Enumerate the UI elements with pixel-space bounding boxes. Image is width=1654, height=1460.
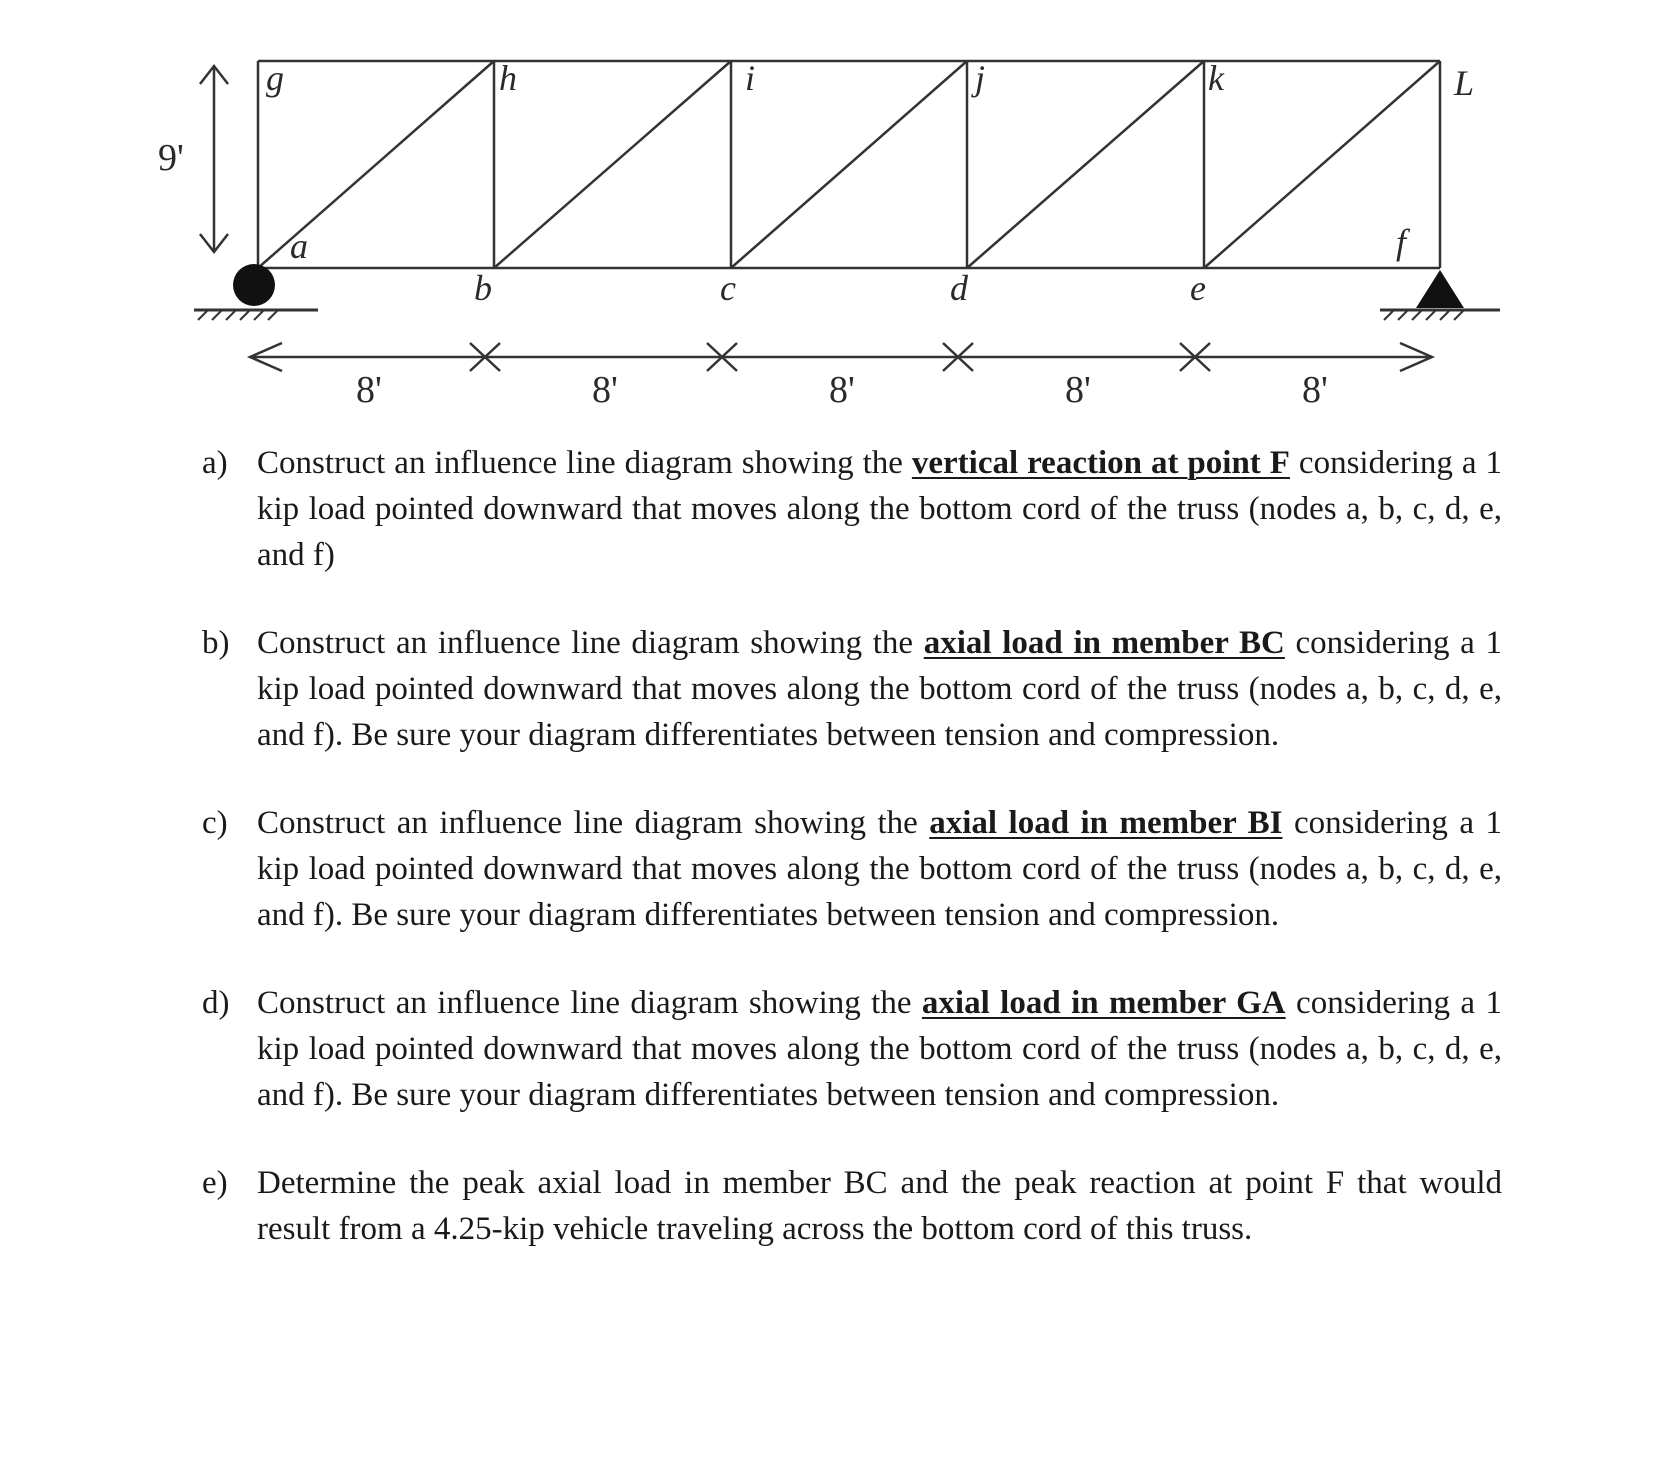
node-label-g: g	[266, 58, 284, 98]
question-text: considering a 1 kip load pointed downward that moves along the bottom cord of the truss (nodes a, b, c, d, e, and f). Be sure your diagram differentiates between tension and compression.	[257, 805, 1502, 933]
node-label-j: j	[975, 58, 986, 98]
span-label: 8'	[356, 369, 382, 411]
node-label-b: b	[474, 268, 492, 308]
question-c	[202, 800, 1502, 938]
question-list	[202, 440, 1502, 1252]
node-label-h: h	[499, 58, 517, 98]
node-label-l: L	[1454, 63, 1475, 103]
question-text: Construct an influence line diagram showing the	[257, 985, 922, 1021]
node-label-i: i	[745, 58, 756, 98]
question-e	[202, 1160, 1502, 1252]
diagonal-member-cj	[731, 61, 967, 268]
question-text: considering a 1 kip load pointed downward that moves along the bottom cord of the truss (nodes a, b, c, d, e, and f). Be sure your diagram differentiates between tension and compression.	[257, 625, 1502, 753]
question-letter: d)	[202, 985, 230, 1021]
question-text: Construct an influence line diagram showing the	[257, 805, 930, 841]
node-label-d: d	[950, 268, 968, 308]
question-b	[202, 620, 1502, 758]
question-letter: b)	[202, 625, 230, 661]
question-d	[202, 980, 1502, 1118]
question-emphasis: vertical reaction at point F	[911, 445, 1290, 481]
diagonal-member-dk	[967, 61, 1204, 268]
question-text: Construct an influence line diagram showing the	[257, 625, 924, 661]
span-label: 8'	[1065, 369, 1091, 411]
question-emphasis: axial load in member BC	[923, 625, 1285, 661]
height-label: 9'	[158, 137, 184, 179]
node-label-k: k	[1208, 58, 1224, 98]
question-text: Determine the peak axial load in member BC and the peak reaction at point F that would result from a 4.25-kip vehicle traveling across the bottom cord of this truss.	[257, 1165, 1502, 1247]
question-a	[202, 440, 1502, 578]
node-label-e: e	[1190, 268, 1206, 308]
span-label: 8'	[829, 369, 855, 411]
span-label: 8'	[1302, 369, 1328, 411]
truss-diagram	[0, 0, 1654, 420]
pin-support	[194, 264, 318, 320]
diagonal-member-bi	[494, 61, 731, 268]
triangle-support	[1380, 270, 1500, 320]
question-emphasis: axial load in member BI	[929, 805, 1283, 841]
span-label: 8'	[592, 369, 618, 411]
node-label-c: c	[720, 268, 736, 308]
question-text: considering a 1 kip load pointed downward that moves along the bottom cord of the truss (nodes a, b, c, d, e, and f). Be sure your diagram differentiates between tension and compression.	[257, 985, 1502, 1113]
node-label-f: f	[1396, 222, 1407, 262]
question-letter: e)	[202, 1165, 228, 1201]
node-label-a: a	[290, 226, 308, 266]
question-letter: a)	[202, 445, 228, 481]
height-dimension	[200, 66, 228, 252]
question-text: Construct an influence line diagram showing the	[257, 445, 912, 481]
span-dimension	[250, 343, 1432, 371]
question-emphasis: axial load in member GA	[921, 985, 1286, 1021]
question-letter: c)	[202, 805, 228, 841]
question-text: considering a 1 kip load pointed downward that moves along the bottom cord of the truss (nodes a, b, c, d, e, and f)	[257, 445, 1502, 573]
